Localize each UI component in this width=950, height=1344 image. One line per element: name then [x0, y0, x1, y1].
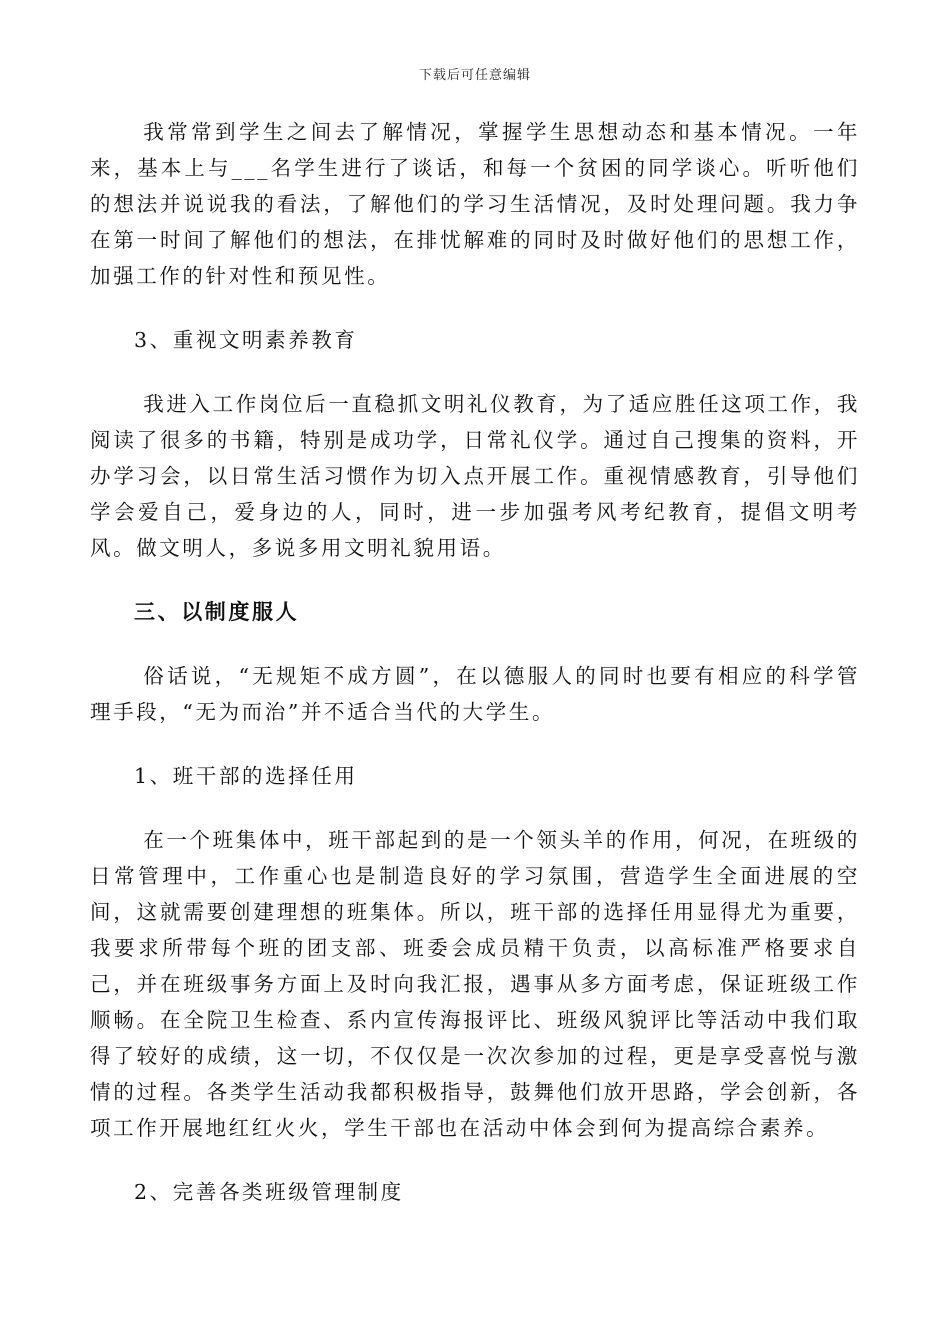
paragraph-student-communication: 我常常到学生之间去了解情况，掌握学生思想动态和基本情况。一年来，基本上与___名学生进行了谈话，和每一个贫困的同学谈心。听听他们的想法并说说我的看法，了解他们的学习生活情况，及时处理问题。我力争在第一时间了解他们的想法，在排忧解难的同时及时做好他们的思想工作，加强工作的针对性和预见性。	[90, 120, 860, 288]
section-heading-rules: 三、以制度服人	[134, 599, 300, 624]
subheading-class-cadres: 1、班干部的选择任用	[134, 764, 358, 788]
paragraph-class-cadres: 在一个班集体中，班干部起到的是一个领头羊的作用，何况，在班级的日常管理中，工作重心也是制造良好的学习氛围，营造学生全面进展的空间，这就需要创建理想的班集体。所以，班干部的选择任用显得尤为重要，我要求所带每个班的团支部、班委会成员精干负责，以高标准严格要求自己，并在班级事务方面上及时向我汇报，遇事从多方面考虑，保证班级工作顺畅。在全院卫生检查、系内宣传海报评比、班级风貌评比等活动中我们取得了较好的成绩，这一切，不仅仅是一次次参加的过程，更是享受喜悦与激情的过程。各类学生活动我都积极指导，鼓舞他们放开思路，学会创新，各项工作开展地红红火火，学生干部也在活动中体会到何为提高综合素养。	[90, 828, 860, 1140]
paragraph-rules-intro: 俗话说，“无规矩不成方圆”，在以德服人的同时也要有相应的科学管理手段，“无为而治”并不适合当代的大学生。	[90, 664, 860, 724]
page-header: 下载后可任意编辑	[418, 68, 531, 83]
document-body	[90, 114, 860, 1210]
subheading-civility-education: 3、重视文明素养教育	[134, 328, 358, 352]
subheading-management-system: 2、完善各类班级管理制度	[134, 1180, 404, 1204]
paragraph-civility-education: 我进入工作岗位后一直稳抓文明礼仪教育，为了适应胜任这项工作，我阅读了很多的书籍，特别是成功学，日常礼仪学。通过自己搜集的资料，开办学习会，以日常生活习惯作为切入点开展工作。重视情感教育，引导他们学会爱自己，爱身边的人，同时，进一步加强考风考纪教育，提倡文明考风。做文明人，多说多用文明礼貌用语。	[90, 392, 860, 560]
